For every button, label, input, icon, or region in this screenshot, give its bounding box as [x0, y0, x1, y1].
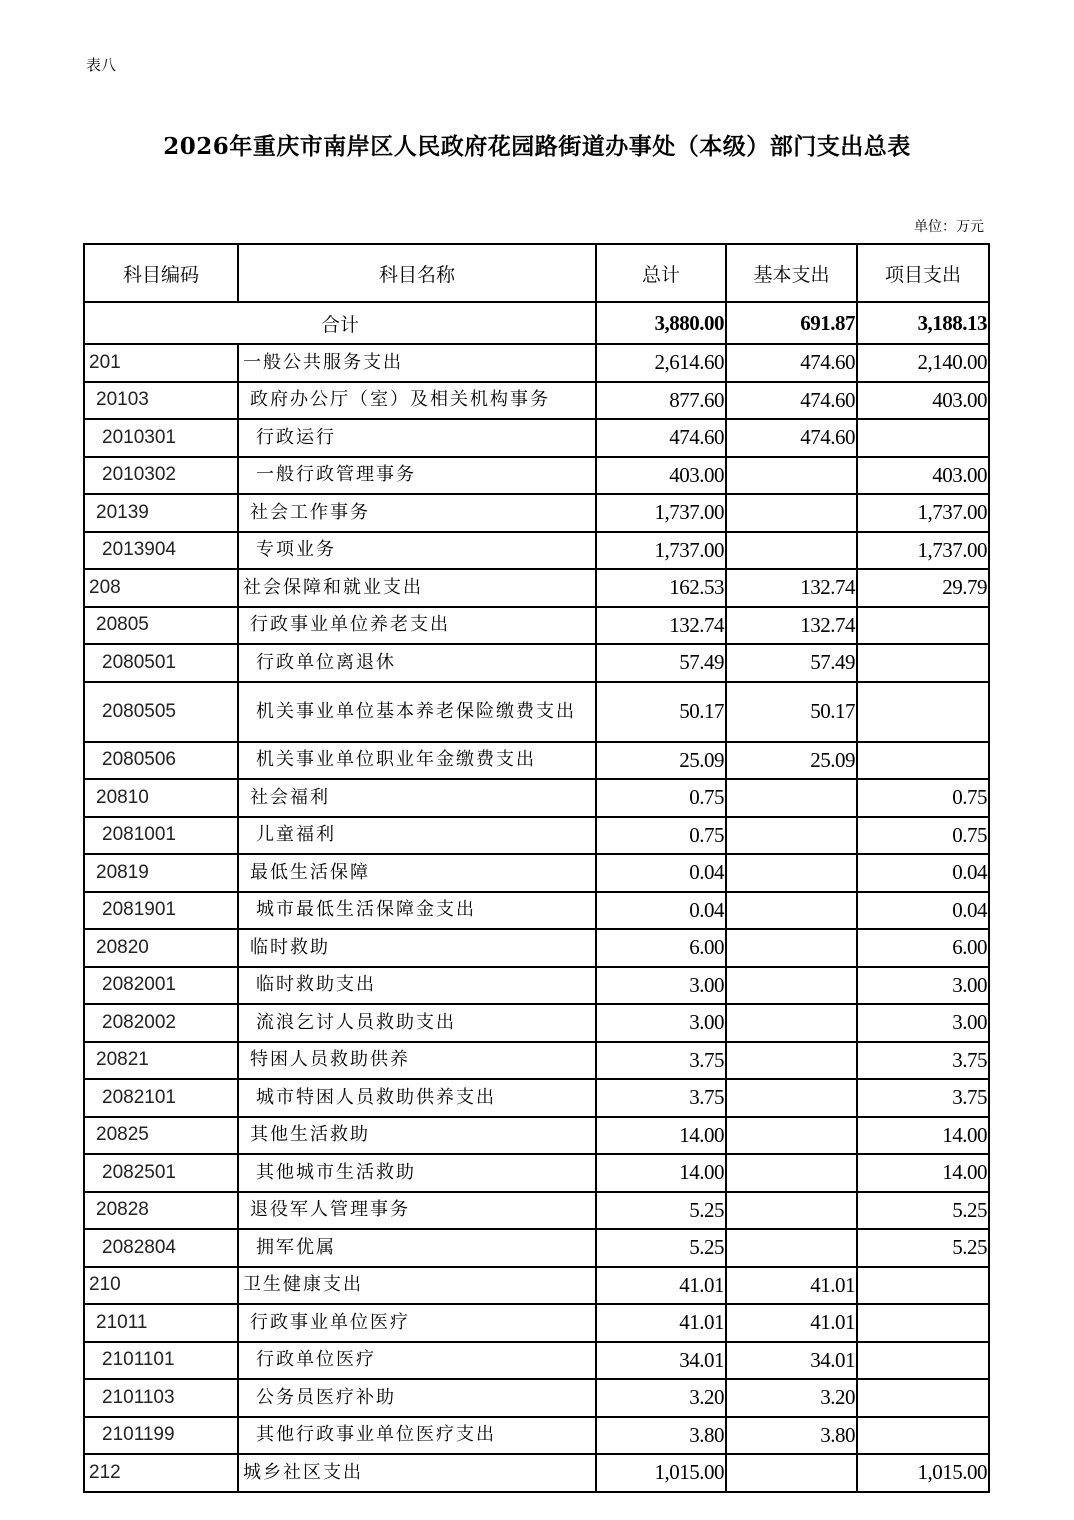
- table-row: [84, 644, 989, 682]
- cell-name: 流浪乞讨人员救助支出: [238, 1004, 596, 1042]
- page-title: 2026年重庆市南岸区人民政府花园路街道办事处（本级）部门支出总表: [163, 133, 911, 160]
- cell-name: 其他行政事业单位医疗支出: [238, 1417, 596, 1455]
- cell-code: 2080501: [84, 644, 238, 682]
- cell-code: 20103: [84, 382, 238, 420]
- cell-code: 20139: [84, 494, 238, 532]
- cell-total: 5.25: [596, 1192, 726, 1230]
- cell-project: 3.00: [857, 967, 989, 1005]
- cell-basic: [726, 1117, 857, 1155]
- cell-basic: 57.49: [726, 644, 857, 682]
- table-row: [84, 419, 989, 457]
- cell-basic: 132.74: [726, 607, 857, 645]
- cell-total: 3.20: [596, 1379, 726, 1417]
- cell-name: 公务员医疗补助: [238, 1379, 596, 1417]
- cell-code: 2080505: [84, 682, 238, 742]
- cell-basic: 3.80: [726, 1417, 857, 1455]
- header-name: 科目名称: [238, 244, 596, 302]
- cell-code: 21011: [84, 1304, 238, 1342]
- cell-total: 0.75: [596, 817, 726, 855]
- cell-project: [857, 1267, 989, 1305]
- cell-basic: [726, 1192, 857, 1230]
- cell-basic: [726, 1154, 857, 1192]
- table-row: [84, 569, 989, 607]
- table-row: [84, 344, 989, 382]
- cell-code: 2082501: [84, 1154, 238, 1192]
- cell-project: 3.00: [857, 1004, 989, 1042]
- cell-basic: [726, 1454, 857, 1492]
- total-project: 3,188.13: [857, 302, 989, 344]
- cell-total: 1,737.00: [596, 532, 726, 570]
- cell-code: 2081901: [84, 892, 238, 930]
- table-row: [84, 1192, 989, 1230]
- cell-project: 3.75: [857, 1079, 989, 1117]
- table-row: [84, 1342, 989, 1380]
- cell-code: 212: [84, 1454, 238, 1492]
- header-row: [84, 244, 989, 302]
- cell-name: 社会工作事务: [238, 494, 596, 532]
- total-basic: 691.87: [726, 302, 857, 344]
- table-row: [84, 494, 989, 532]
- cell-basic: 474.60: [726, 344, 857, 382]
- table-row: [84, 457, 989, 495]
- header-total: 总计: [596, 244, 726, 302]
- cell-name: 专项业务: [238, 532, 596, 570]
- table-row: [84, 607, 989, 645]
- cell-code: 2010302: [84, 457, 238, 495]
- table-row: [84, 892, 989, 930]
- table-row: [84, 929, 989, 967]
- cell-project: [857, 1304, 989, 1342]
- cell-basic: [726, 892, 857, 930]
- cell-name: 卫生健康支出: [238, 1267, 596, 1305]
- cell-name: 城市最低生活保障金支出: [238, 892, 596, 930]
- cell-total: 14.00: [596, 1154, 726, 1192]
- cell-project: 14.00: [857, 1117, 989, 1155]
- cell-basic: [726, 532, 857, 570]
- table-row: [84, 1042, 989, 1080]
- cell-code: 20825: [84, 1117, 238, 1155]
- cell-project: 403.00: [857, 457, 989, 495]
- cell-name: 行政事业单位医疗: [238, 1304, 596, 1342]
- expenditure-table: [83, 243, 990, 1493]
- cell-code: 20810: [84, 779, 238, 817]
- cell-total: 34.01: [596, 1342, 726, 1380]
- cell-project: 403.00: [857, 382, 989, 420]
- table-row: [84, 382, 989, 420]
- cell-total: 3.80: [596, 1417, 726, 1455]
- cell-basic: 474.60: [726, 419, 857, 457]
- cell-total: 41.01: [596, 1304, 726, 1342]
- cell-project: 0.04: [857, 854, 989, 892]
- table-row: [84, 742, 989, 780]
- cell-code: 2010301: [84, 419, 238, 457]
- cell-code: 2082002: [84, 1004, 238, 1042]
- cell-total: 41.01: [596, 1267, 726, 1305]
- cell-total: 162.53: [596, 569, 726, 607]
- table-row: [84, 1079, 989, 1117]
- cell-project: 14.00: [857, 1154, 989, 1192]
- cell-project: 0.75: [857, 779, 989, 817]
- cell-name: 拥军优属: [238, 1229, 596, 1267]
- cell-basic: 50.17: [726, 682, 857, 742]
- cell-code: 20820: [84, 929, 238, 967]
- cell-name: 最低生活保障: [238, 854, 596, 892]
- cell-basic: [726, 779, 857, 817]
- cell-total: 403.00: [596, 457, 726, 495]
- cell-basic: 41.01: [726, 1267, 857, 1305]
- cell-name: 社会福利: [238, 779, 596, 817]
- table-row: [84, 779, 989, 817]
- cell-basic: [726, 1042, 857, 1080]
- cell-total: 877.60: [596, 382, 726, 420]
- cell-code: 20819: [84, 854, 238, 892]
- cell-basic: [726, 1079, 857, 1117]
- cell-total: 50.17: [596, 682, 726, 742]
- total-row: [84, 302, 989, 344]
- total-total: 3,880.00: [596, 302, 726, 344]
- table-row: [84, 1417, 989, 1455]
- cell-name: 儿童福利: [238, 817, 596, 855]
- cell-basic: 3.20: [726, 1379, 857, 1417]
- cell-project: [857, 682, 989, 742]
- cell-total: 3.00: [596, 1004, 726, 1042]
- cell-code: 2101103: [84, 1379, 238, 1417]
- cell-total: 57.49: [596, 644, 726, 682]
- cell-total: 132.74: [596, 607, 726, 645]
- cell-code: 2013904: [84, 532, 238, 570]
- cell-project: 0.75: [857, 817, 989, 855]
- cell-project: 29.79: [857, 569, 989, 607]
- total-label: 合计: [84, 302, 596, 344]
- cell-total: 3.75: [596, 1042, 726, 1080]
- unit-label: 单位：万元: [914, 219, 984, 235]
- cell-name: 临时救助: [238, 929, 596, 967]
- cell-name: 一般行政管理事务: [238, 457, 596, 495]
- cell-basic: [726, 854, 857, 892]
- cell-basic: 474.60: [726, 382, 857, 420]
- table-row: [84, 854, 989, 892]
- cell-total: 2,614.60: [596, 344, 726, 382]
- header-project: 项目支出: [857, 244, 989, 302]
- table-row: [84, 1117, 989, 1155]
- table-row: [84, 1154, 989, 1192]
- table-label: 表八: [86, 56, 117, 74]
- cell-total: 1,015.00: [596, 1454, 726, 1492]
- cell-code: 2081001: [84, 817, 238, 855]
- cell-name: 城乡社区支出: [238, 1454, 596, 1492]
- cell-code: 20821: [84, 1042, 238, 1080]
- header-basic: 基本支出: [726, 244, 857, 302]
- cell-basic: [726, 494, 857, 532]
- cell-code: 2082804: [84, 1229, 238, 1267]
- cell-code: 2101101: [84, 1342, 238, 1380]
- cell-total: 474.60: [596, 419, 726, 457]
- cell-name: 一般公共服务支出: [238, 344, 596, 382]
- cell-project: [857, 1379, 989, 1417]
- cell-name: 其他城市生活救助: [238, 1154, 596, 1192]
- cell-basic: [726, 817, 857, 855]
- cell-name: 机关事业单位基本养老保险缴费支出: [238, 682, 596, 742]
- cell-total: 1,737.00: [596, 494, 726, 532]
- cell-project: 5.25: [857, 1229, 989, 1267]
- cell-basic: 34.01: [726, 1342, 857, 1380]
- table-row: [84, 532, 989, 570]
- cell-project: 3.75: [857, 1042, 989, 1080]
- table-row: [84, 1304, 989, 1342]
- cell-code: 2082101: [84, 1079, 238, 1117]
- cell-total: 3.75: [596, 1079, 726, 1117]
- cell-code: 208: [84, 569, 238, 607]
- cell-project: [857, 1417, 989, 1455]
- table-row: [84, 1229, 989, 1267]
- cell-basic: [726, 1229, 857, 1267]
- cell-code: 2080506: [84, 742, 238, 780]
- cell-basic: [726, 967, 857, 1005]
- table-row: [84, 1004, 989, 1042]
- cell-total: 25.09: [596, 742, 726, 780]
- cell-total: 3.00: [596, 967, 726, 1005]
- cell-basic: 132.74: [726, 569, 857, 607]
- cell-name: 行政事业单位养老支出: [238, 607, 596, 645]
- cell-project: [857, 419, 989, 457]
- cell-code: 201: [84, 344, 238, 382]
- cell-basic: [726, 1004, 857, 1042]
- cell-project: 1,015.00: [857, 1454, 989, 1492]
- cell-project: 1,737.00: [857, 532, 989, 570]
- cell-total: 0.75: [596, 779, 726, 817]
- cell-name: 行政单位离退休: [238, 644, 596, 682]
- cell-project: [857, 644, 989, 682]
- cell-total: 14.00: [596, 1117, 726, 1155]
- cell-basic: 25.09: [726, 742, 857, 780]
- cell-project: 0.04: [857, 892, 989, 930]
- table-row: [84, 817, 989, 855]
- cell-basic: 41.01: [726, 1304, 857, 1342]
- cell-project: [857, 742, 989, 780]
- cell-total: 6.00: [596, 929, 726, 967]
- table-row: [84, 967, 989, 1005]
- cell-code: 20805: [84, 607, 238, 645]
- cell-name: 机关事业单位职业年金缴费支出: [238, 742, 596, 780]
- cell-name: 退役军人管理事务: [238, 1192, 596, 1230]
- header-code: 科目编码: [84, 244, 238, 302]
- table-row: [84, 1267, 989, 1305]
- cell-total: 5.25: [596, 1229, 726, 1267]
- cell-name: 特困人员救助供养: [238, 1042, 596, 1080]
- cell-project: 1,737.00: [857, 494, 989, 532]
- table-row: [84, 1454, 989, 1492]
- cell-code: 2101199: [84, 1417, 238, 1455]
- cell-name: 临时救助支出: [238, 967, 596, 1005]
- cell-code: 20828: [84, 1192, 238, 1230]
- cell-project: [857, 1342, 989, 1380]
- cell-project: 2,140.00: [857, 344, 989, 382]
- cell-project: 6.00: [857, 929, 989, 967]
- cell-code: 2082001: [84, 967, 238, 1005]
- cell-name: 其他生活救助: [238, 1117, 596, 1155]
- cell-basic: [726, 929, 857, 967]
- cell-project: 5.25: [857, 1192, 989, 1230]
- cell-name: 城市特困人员救助供养支出: [238, 1079, 596, 1117]
- cell-basic: [726, 457, 857, 495]
- cell-name: 政府办公厅（室）及相关机构事务: [238, 382, 596, 420]
- table-row: [84, 1379, 989, 1417]
- table-row: [84, 682, 989, 742]
- cell-name: 行政单位医疗: [238, 1342, 596, 1380]
- cell-total: 0.04: [596, 892, 726, 930]
- cell-project: [857, 607, 989, 645]
- cell-total: 0.04: [596, 854, 726, 892]
- cell-name: 社会保障和就业支出: [238, 569, 596, 607]
- cell-name: 行政运行: [238, 419, 596, 457]
- cell-code: 210: [84, 1267, 238, 1305]
